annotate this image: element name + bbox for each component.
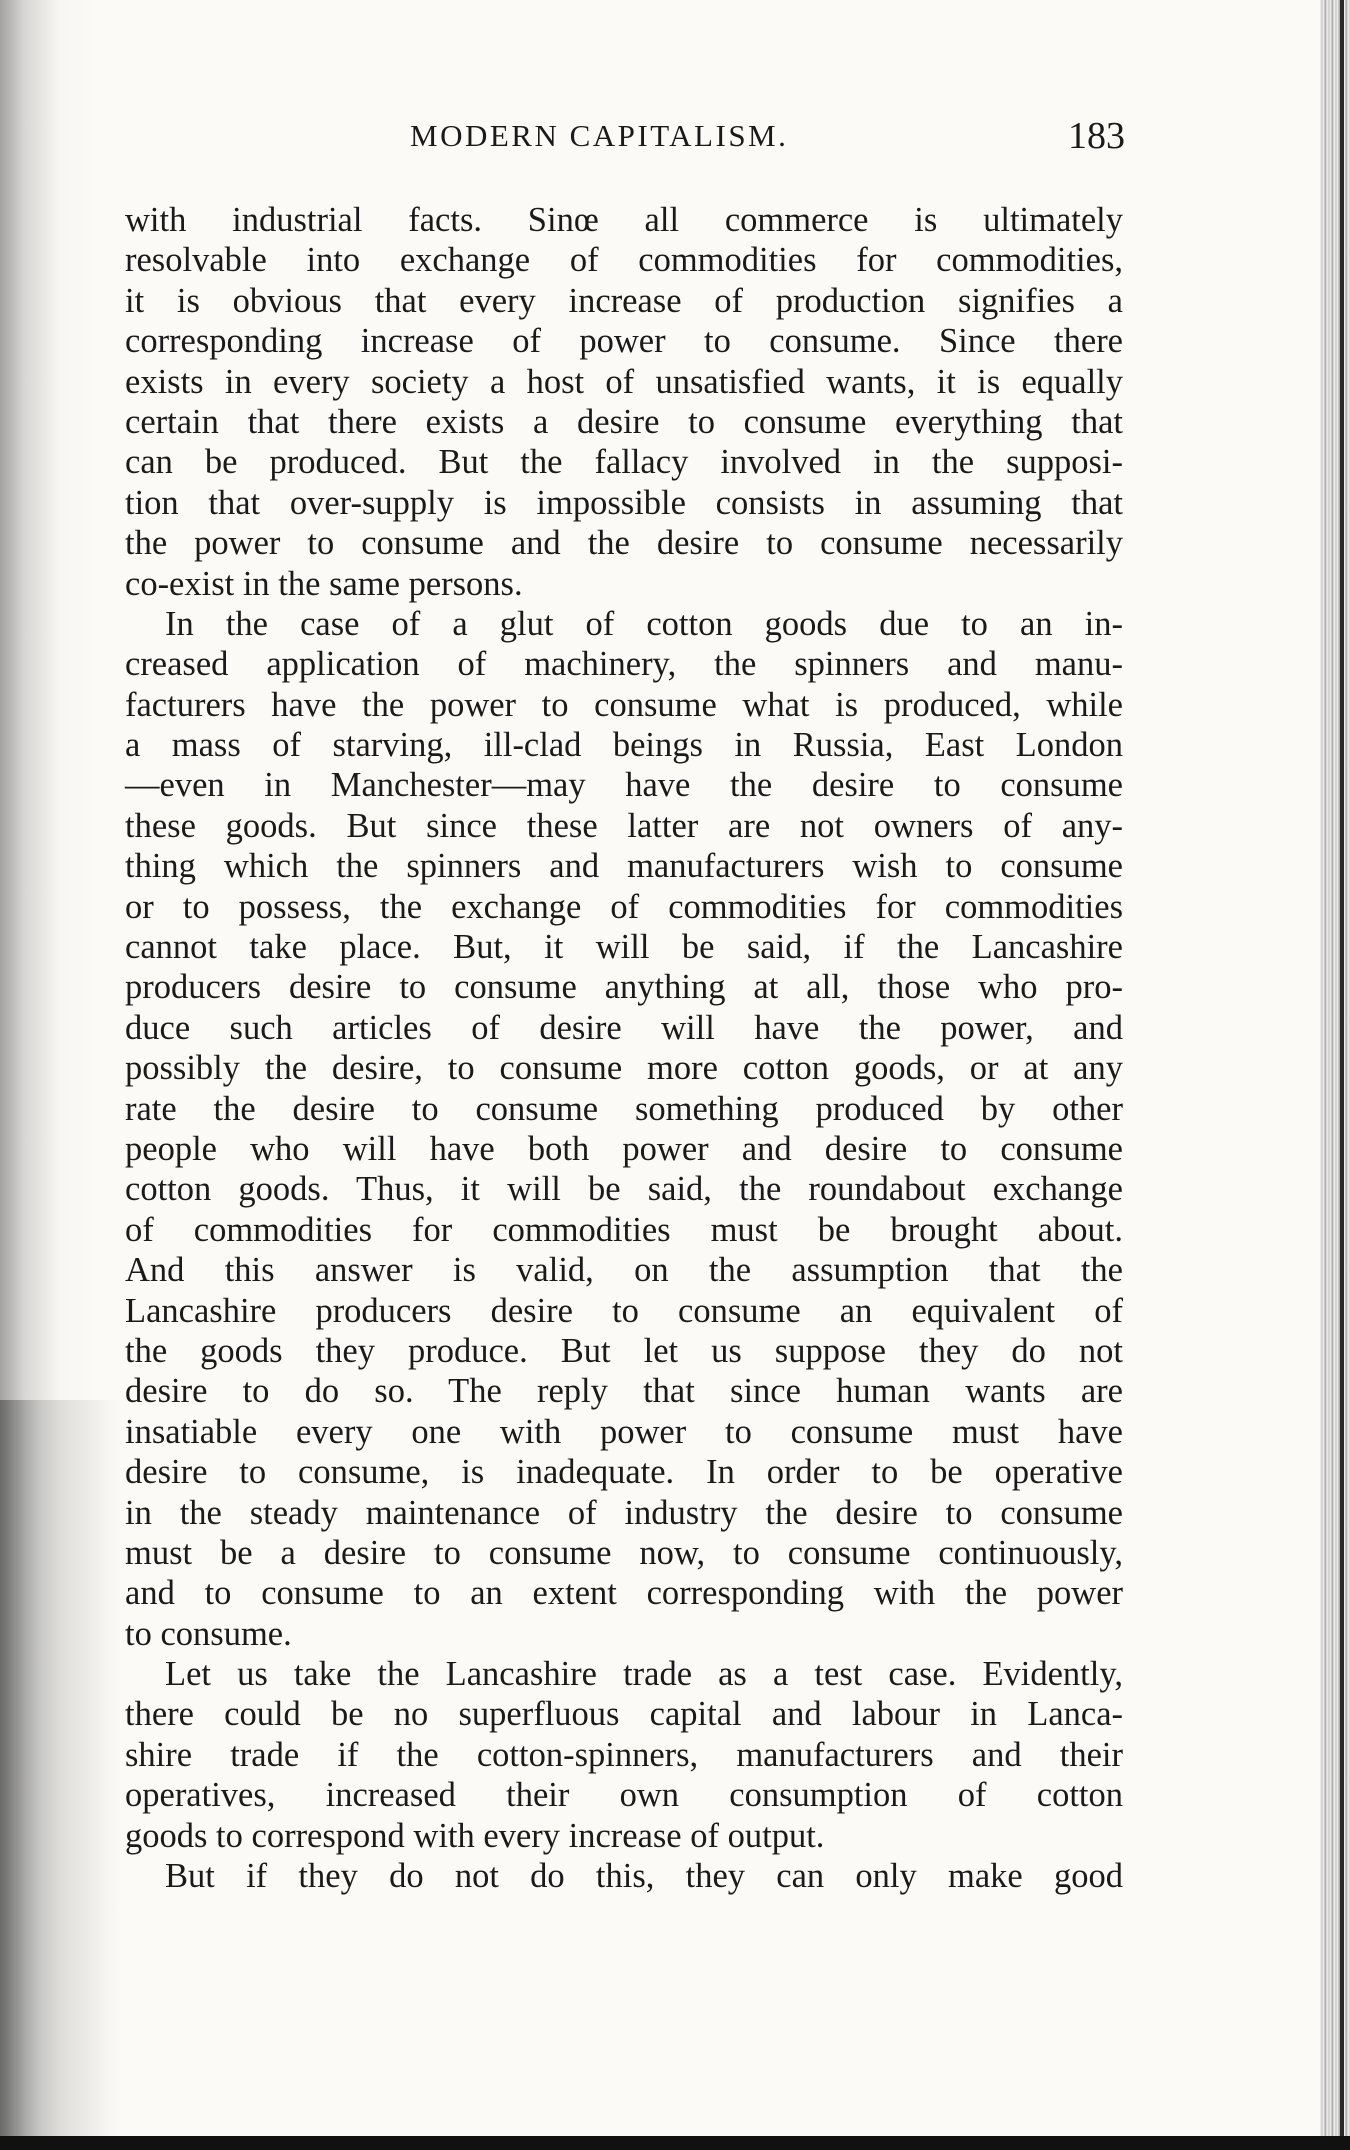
page-edge	[1320, 0, 1350, 2150]
text-line: with industrial facts. Sinœ all commerce is ultimately	[125, 201, 1123, 239]
text-line: tion that over-supply is impossible consists in assuming that	[125, 483, 1123, 522]
text-line: a mass of starving, ill-clad beings in Russia, East London	[125, 726, 1123, 765]
text-line: people who will have both power and desire to consume	[125, 1129, 1123, 1168]
text-line: these goods. But since these latter are not owners of any-	[125, 806, 1123, 845]
text-line: shire trade if the cotton-spinners, manufacturers and their	[125, 1735, 1123, 1774]
body-text	[125, 200, 1123, 1896]
text-line: to consume.	[125, 1614, 292, 1653]
text-line: possibly the desire, to consume more cotton goods, or at any	[125, 1049, 1123, 1088]
page-edge-line	[1340, 0, 1344, 2150]
text-line: and to consume to an extent corresponding with the power	[125, 1574, 1123, 1613]
text-line: resolvable into exchange of commodities for commodities,	[125, 241, 1123, 280]
text-line: can be produced. But the fallacy involved in the supposi-	[125, 443, 1123, 482]
text-line: operatives, increased their own consumption of cotton	[125, 1776, 1123, 1815]
running-title: MODERN CAPITALISM.	[410, 118, 789, 153]
text-line: the goods they produce. But let us suppose they do not	[125, 1331, 1123, 1370]
text-line: goods to correspond with every increase of output.	[125, 1816, 825, 1855]
text-line: Lancashire producers desire to consume an equivalent of	[125, 1291, 1123, 1330]
text-line: co-exist in the same persons.	[125, 564, 523, 603]
text-line: or to possess, the exchange of commodities for commodities	[125, 887, 1123, 926]
scan-bottom-edge	[0, 2136, 1350, 2150]
text-line: Let us take the Lancashire trade as a test case. Evidently,	[165, 1655, 1123, 1694]
text-line: cannot take place. But, it will be said, if the Lancashire	[125, 928, 1123, 967]
page-number: 183	[1068, 115, 1125, 157]
text-line: —even in Manchester—may have the desire to consume	[125, 766, 1123, 805]
text-line: of commodities for commodities must be brought about.	[125, 1210, 1123, 1249]
text-line: In the case of a glut of cotton goods due to an in-	[165, 604, 1123, 643]
text-line: producers desire to consume anything at all, those who pro-	[125, 968, 1123, 1007]
text-line: cotton goods. Thus, it will be said, the roundabout exchange	[125, 1170, 1123, 1209]
text-line: facturers have the power to consume what is produced, while	[125, 685, 1123, 724]
text-line: corresponding increase of power to consume. Since there	[125, 322, 1123, 361]
text-line: certain that there exists a desire to consume everything that	[125, 402, 1123, 441]
text-line: thing which the spinners and manufacturers wish to consume	[125, 847, 1123, 886]
text-line: exists in every society a host of unsatisfied wants, it is equally	[125, 362, 1123, 401]
text-line: insatiable every one with power to consume must have	[125, 1412, 1123, 1451]
text-line: duce such articles of desire will have the power, and	[125, 1008, 1123, 1047]
text-line: creased application of machinery, the spinners and manu-	[125, 645, 1123, 684]
running-head	[125, 115, 1125, 168]
text-line: rate the desire to consume something produced by other	[125, 1089, 1123, 1128]
text-line: desire to consume, is inadequate. In order to be operative	[125, 1453, 1123, 1492]
text-line: there could be no superfluous capital and labour in Lanca-	[125, 1695, 1123, 1734]
text-line: it is obvious that every increase of production signifies a	[125, 281, 1123, 320]
page-corner-shadow	[0, 1400, 120, 2150]
text-line: in the steady maintenance of industry the desire to consume	[125, 1493, 1123, 1532]
text-line: the power to consume and the desire to consume necessarily	[125, 524, 1123, 563]
text-line: And this answer is valid, on the assumption that the	[125, 1251, 1123, 1290]
text-line: must be a desire to consume now, to consume continuously,	[125, 1533, 1123, 1572]
text-line: But if they do not do this, they can only make good	[165, 1857, 1123, 1896]
text-line: desire to do so. The reply that since human wants are	[125, 1372, 1123, 1411]
